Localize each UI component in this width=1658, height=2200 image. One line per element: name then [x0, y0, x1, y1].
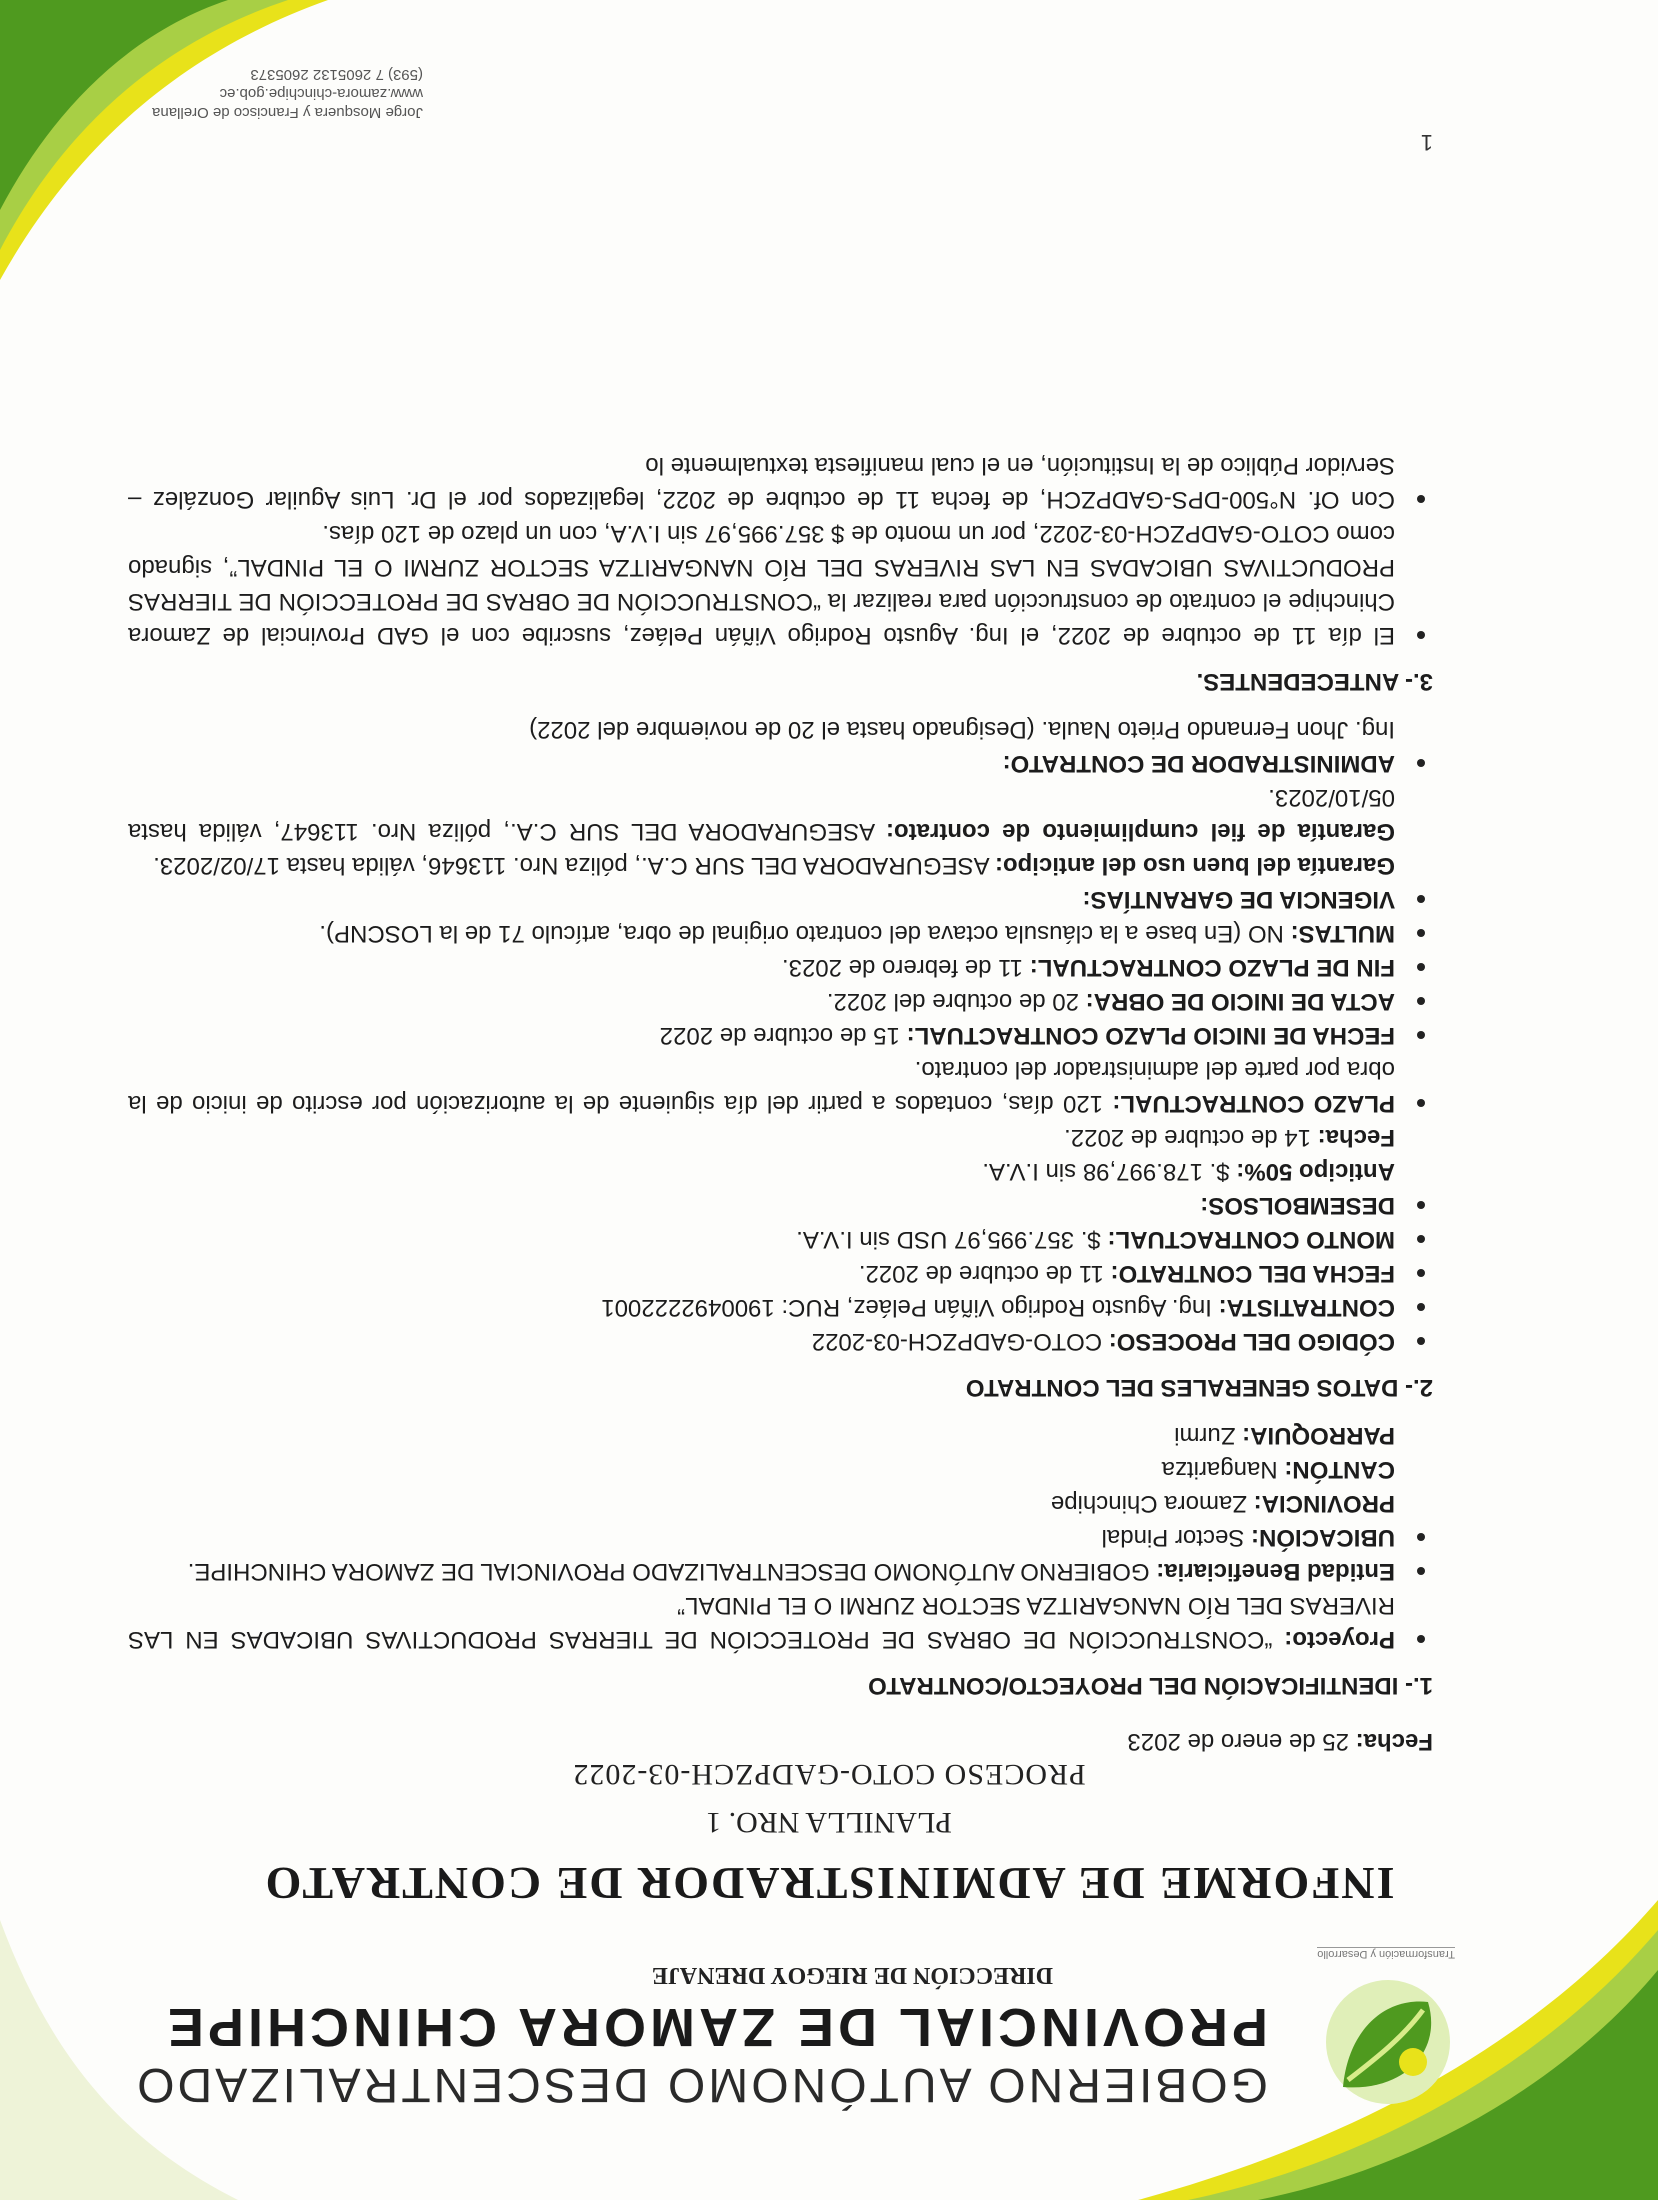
list-item: Entidad Beneficiaria: GOBIERNO AUTÓNOMO DESCENTRALIZADO PROVINCIAL DE ZAMORA CHINCHIPE. [128, 1554, 1433, 1588]
report-title: INFORME DE ADMINISTRADOR DE CONTRATO [263, 1858, 1395, 1909]
list-item: Con Of. N°500-DPS-GADPZCH, de fecha 11 de octubre de 2022, legalizados por el Dr. Luis Aguilar González – Servidor Público de la Institución, en el cual manifiesta textualmente lo [128, 448, 1433, 516]
letterhead-tagline: Transformación y Desarrollo [1317, 1948, 1455, 1960]
list-item: DESEMBOLSOS: Anticipo 50%: $. 178.997,98 sin I.V.A. Fecha: 14 de octubre de 2022. [128, 1120, 1433, 1222]
list-item: MONTO CONTRACTUAL: $. 357.995,97 USD sin I.V.A. [128, 1222, 1433, 1256]
provincial-logo-icon [1293, 1962, 1483, 2122]
section-2-list [128, 712, 1433, 1358]
footer-address: Jorge Mosquera y Francisco de Orellana [152, 104, 423, 121]
list-item: CONTRATISTA: Ing. Agusto Rodrigo Viñán Peláez, RUC: 1900492222001 [128, 1290, 1433, 1324]
list-item: CÓDIGO DEL PROCESO: COTO-GADPZCH-03-2022 [128, 1324, 1433, 1358]
list-item: PLAZO CONTRACTUAL: 120 días, contados a partir del día siguiente de la autorización por escrito de inicio de la obra por parte del administrador del contrato. [128, 1052, 1433, 1120]
list-item: Proyecto: “CONSTRUCCIÓN DE OBRAS DE PROTECCIÓN DE TIERRAS PRODUCTIVAS UBICADAS EN LAS RIVERAS DEL RÍO NANGARITZA SECTOR ZURMI O EL PINDAL” [128, 1588, 1433, 1656]
footer-website: www.zamora-chinchipe.gob.ec [219, 85, 423, 102]
section-3-heading: 3.- ANTECEDENTES. [1196, 668, 1433, 695]
list-item: ACTA DE INICIO DE OBRA: 20 de octubre del 2022. [128, 984, 1433, 1018]
letterhead [134, 1940, 1483, 2130]
list-item: VIGENCIA DE GARANTÍAS: Garantía del buen uso del anticipo: ASEGURADORA DEL SUR C.A., póliza Nro. 113646, válida hasta 17/02/2023. Garantía de fiel cumplimiento de contrato: ASEGURADORA DEL SUR C.A., póliza Nro. 113647, válida hasta 05/10/2023. [128, 780, 1433, 916]
footer-phone: (593) 7 2605132 2605373 [250, 66, 423, 83]
section-2-heading: 2.- DATOS GENERALES DEL CONTRATO [965, 1374, 1433, 1401]
section-1-list [128, 1418, 1433, 1656]
page-number: 1 [1420, 130, 1433, 155]
list-item: FIN DE PLAZO CONTRACTUAL: 11 de febrero de 2023. [128, 950, 1433, 984]
footer-contact [103, 65, 423, 122]
report-date: Fecha: 25 de enero de 2023 [1127, 1728, 1433, 1755]
list-item: FECHA DEL CONTRATO: 11 de octubre de 2022. [128, 1256, 1433, 1290]
section-3-list [128, 448, 1433, 652]
list-item: El día 11 de octubre de 2022, el Ing. Agusto Rodrigo Viñán Peláez, suscribe con el GAD Provincial de Zamora Chinchipe el contrato de construcción para realizar la “CONSTRUCCIÓN DE OBRAS DE PROTECCIÓN DE TIERRAS PRODUCTIVAS UBICADAS EN LAS RIVERAS DEL RÍO NANGARITZA SECTOR ZURMI O EL PINDAL”, signado como COTO-GADPZCH-03-2022, por un monto de $ 357.995,97 sin I.V.A, con un plazo de 120 días. [128, 516, 1433, 652]
report-title-block [0, 1757, 1658, 1910]
report-process-code: PROCESO COTO-GADPZCH-03-2022 [572, 1758, 1086, 1791]
list-item: ADMINISTRADOR DE CONTRATO: Ing. Jhon Fernando Prieto Naula. (Designado hasta el 20 de noviembre del 2022) [128, 712, 1433, 780]
report-planilla: PLANILLA NRO. 1 [706, 1806, 952, 1839]
list-item: FECHA DE INICIO PLAZO CONTRACTUAL: 15 de octubre de 2022 [128, 1018, 1433, 1052]
organization-name-line1: GOBIERNO AUTÓNOMO DESCENTRALIZADO [134, 2058, 1268, 2111]
section-1-heading: 1.- IDENTIFICACIÓN DEL PROYECTO/CONTRATO [868, 1672, 1433, 1699]
list-item: MULTAS: NO (En base a la cláusula octava del contrato original de obra, artículo 71 de la LOSCNP). [128, 916, 1433, 950]
organization-name-line2: PROVINCIAL DE ZAMORA CHINCHIPE [163, 1997, 1268, 2057]
bottom-right-swoosh-decoration [0, 0, 328, 280]
report-body [128, 434, 1433, 1758]
department-name: DIRECCIÓN DE RIEGOY DRENAJE [651, 1962, 1053, 1988]
list-item: UBICACIÓN: Sector Pindal PROVINCIA: Zamora Chinchipe CANTÓN: Nangaritza PARROQUIA: Zurmi [128, 1418, 1433, 1554]
